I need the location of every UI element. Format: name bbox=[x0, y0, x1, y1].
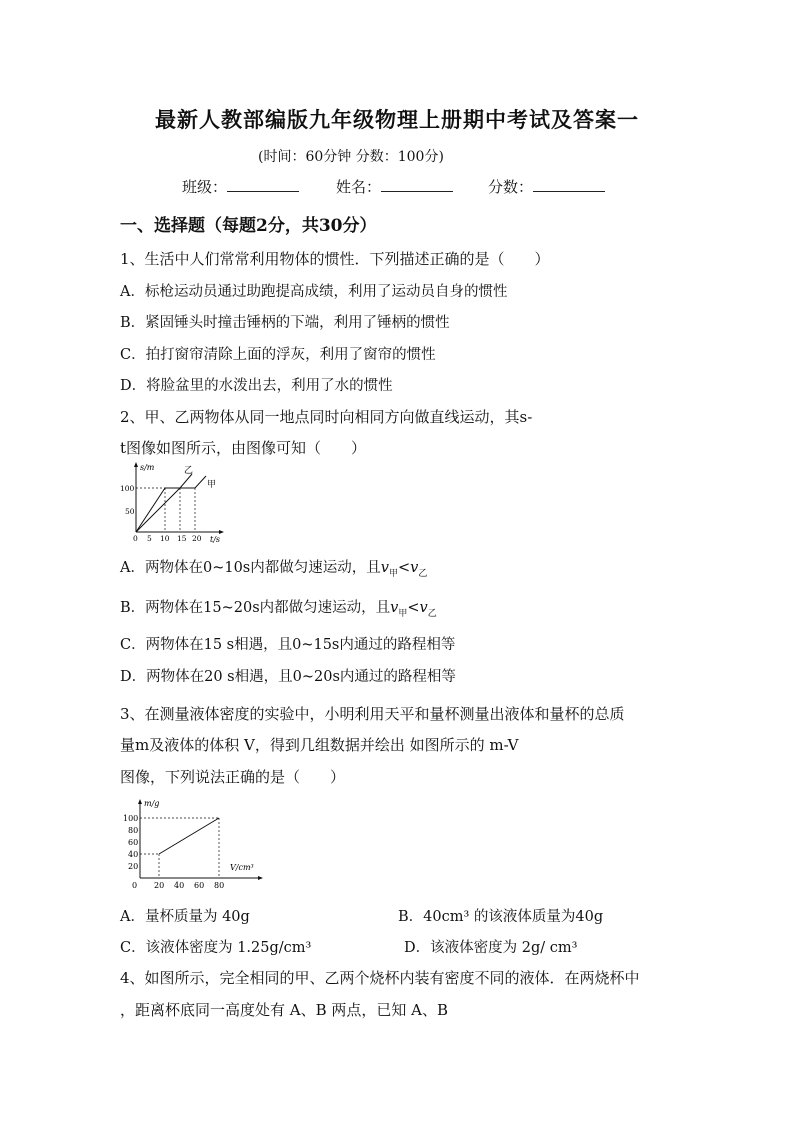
q3-option-c: C．该液体密度为 1.25g/cm³ bbox=[120, 940, 312, 956]
q3-xtick-40: 40 bbox=[174, 881, 185, 890]
class-field bbox=[182, 176, 299, 197]
q3-stem-line2: 量m及液体的体积 V，得到几组数据并绘出 如图所示的 m-V bbox=[120, 736, 519, 754]
q4-stem-line1: 4、如图所示，完全相同的甲、乙两个烧杯内装有密度不同的液体．在两烧杯中 bbox=[120, 969, 640, 987]
q3-xtick-20: 20 bbox=[154, 881, 165, 890]
q2-st-graph bbox=[118, 460, 230, 544]
q2-xtick-20: 20 bbox=[192, 534, 202, 543]
y-axis-arrow bbox=[134, 462, 138, 467]
q3-xtick-60: 60 bbox=[194, 881, 205, 890]
q2-option-c: C．两物体在15 s相遇，且0~15s内通过的路程相等 bbox=[120, 637, 456, 653]
q1-option-a: A．标枪运动员通过助跑提高成绩，利用了运动员自身的惯性 bbox=[120, 284, 508, 300]
q3-option-a: A．量杯质量为 40g bbox=[120, 909, 250, 925]
q2-ylabel: s/m bbox=[140, 463, 155, 472]
q2-xtick-10: 10 bbox=[160, 534, 170, 543]
q2-option-b-text: B．两物体在15~20s内都做匀速运动，且 bbox=[120, 600, 391, 616]
q2-option-b: B．两物体在15~20s内都做匀速运动，且$v_甲<v_乙$ bbox=[120, 600, 437, 619]
q2-ytick-50: 50 bbox=[125, 507, 135, 516]
q3-option-d: D．该液体密度为 2g/ cm³ bbox=[404, 940, 578, 956]
score-label: 分数： bbox=[488, 178, 534, 196]
q3-stem-line1: 3、在测量液体密度的实验中，小明利用天平和量杯测量出液体和量杯的总质 bbox=[120, 705, 625, 723]
q3-option-b: B．40cm³ 的该液体质量为40g bbox=[398, 909, 604, 925]
q3-ylabel: m/g bbox=[144, 799, 160, 808]
class-blank bbox=[227, 177, 299, 192]
q2-ytick-100: 100 bbox=[120, 484, 135, 493]
q3-xtick-0: 0 bbox=[132, 881, 138, 890]
q2-stem-line2: t图像如图所示，由图像可知（ ） bbox=[120, 439, 367, 457]
score-blank bbox=[533, 177, 605, 192]
q3-xlabel: V/cm³ bbox=[230, 863, 254, 872]
q2-stem-line1: 2、甲、乙两物体从同一地点同时向相同方向做直线运动，其s- bbox=[120, 408, 533, 426]
page-title: 最新人教部编版九年级物理上册期中考试及答案一 bbox=[155, 107, 639, 132]
q1-option-c: C．拍打窗帘清除上面的浮灰，利用了窗帘的惯性 bbox=[120, 347, 436, 363]
class-label: 班级： bbox=[182, 178, 228, 196]
x-axis-arrow bbox=[219, 530, 224, 534]
q3-ytick-60: 60 bbox=[128, 838, 139, 847]
name-blank bbox=[381, 177, 453, 192]
mv-line bbox=[159, 818, 219, 854]
q2-option-a: A．两物体在0~10s内都做匀速运动，且$v_甲<v_乙$ bbox=[120, 560, 428, 579]
x-axis-arrow bbox=[258, 876, 263, 880]
q3-ytick-100: 100 bbox=[123, 814, 139, 823]
q2-xtick-15: 15 bbox=[177, 534, 187, 543]
y-axis-arrow bbox=[138, 799, 142, 804]
q1-option-d: D．将脸盆里的水泼出去，利用了水的惯性 bbox=[120, 378, 393, 394]
exam-time-info: (时间：60分钟 分数：100分) bbox=[258, 149, 444, 165]
section-heading: 一、选择题（每题2分，共30分） bbox=[120, 216, 377, 236]
name-label: 姓名： bbox=[336, 178, 382, 196]
q3-mv-graph bbox=[118, 796, 266, 892]
q2-option-a-text: A．两物体在0~10s内都做匀速运动，且 bbox=[120, 560, 381, 576]
name-field bbox=[336, 176, 453, 197]
q4-stem-line2: ，距离杯底同一高度处有 A、B 两点，已知 A、B bbox=[120, 1001, 449, 1019]
score-field bbox=[488, 176, 605, 197]
q2-xtick-5: 5 bbox=[147, 534, 152, 543]
q3-stem-line3: 图像，下列说法正确的是（ ） bbox=[120, 768, 346, 786]
q3-ytick-80: 80 bbox=[128, 826, 139, 835]
q2-xtick-0: 0 bbox=[133, 534, 138, 543]
q2-label-yi: 乙 bbox=[184, 466, 194, 476]
q3-xtick-80: 80 bbox=[214, 881, 225, 890]
q2-label-jia: 甲 bbox=[207, 480, 217, 490]
q2-xlabel: t/s bbox=[210, 535, 221, 544]
q1-option-b: B．紧固锤头时撞击锤柄的下端，利用了锤柄的惯性 bbox=[120, 315, 450, 331]
series-jia bbox=[136, 476, 206, 532]
q3-ytick-40: 40 bbox=[128, 850, 139, 859]
q2-option-d: D．两物体在20 s相遇，且0~20s内通过的路程相等 bbox=[120, 669, 456, 685]
q1-stem: 1、生活中人们常常利用物体的惯性．下列描述正确的是（ ） bbox=[120, 250, 550, 268]
q3-ytick-20: 20 bbox=[128, 862, 139, 871]
